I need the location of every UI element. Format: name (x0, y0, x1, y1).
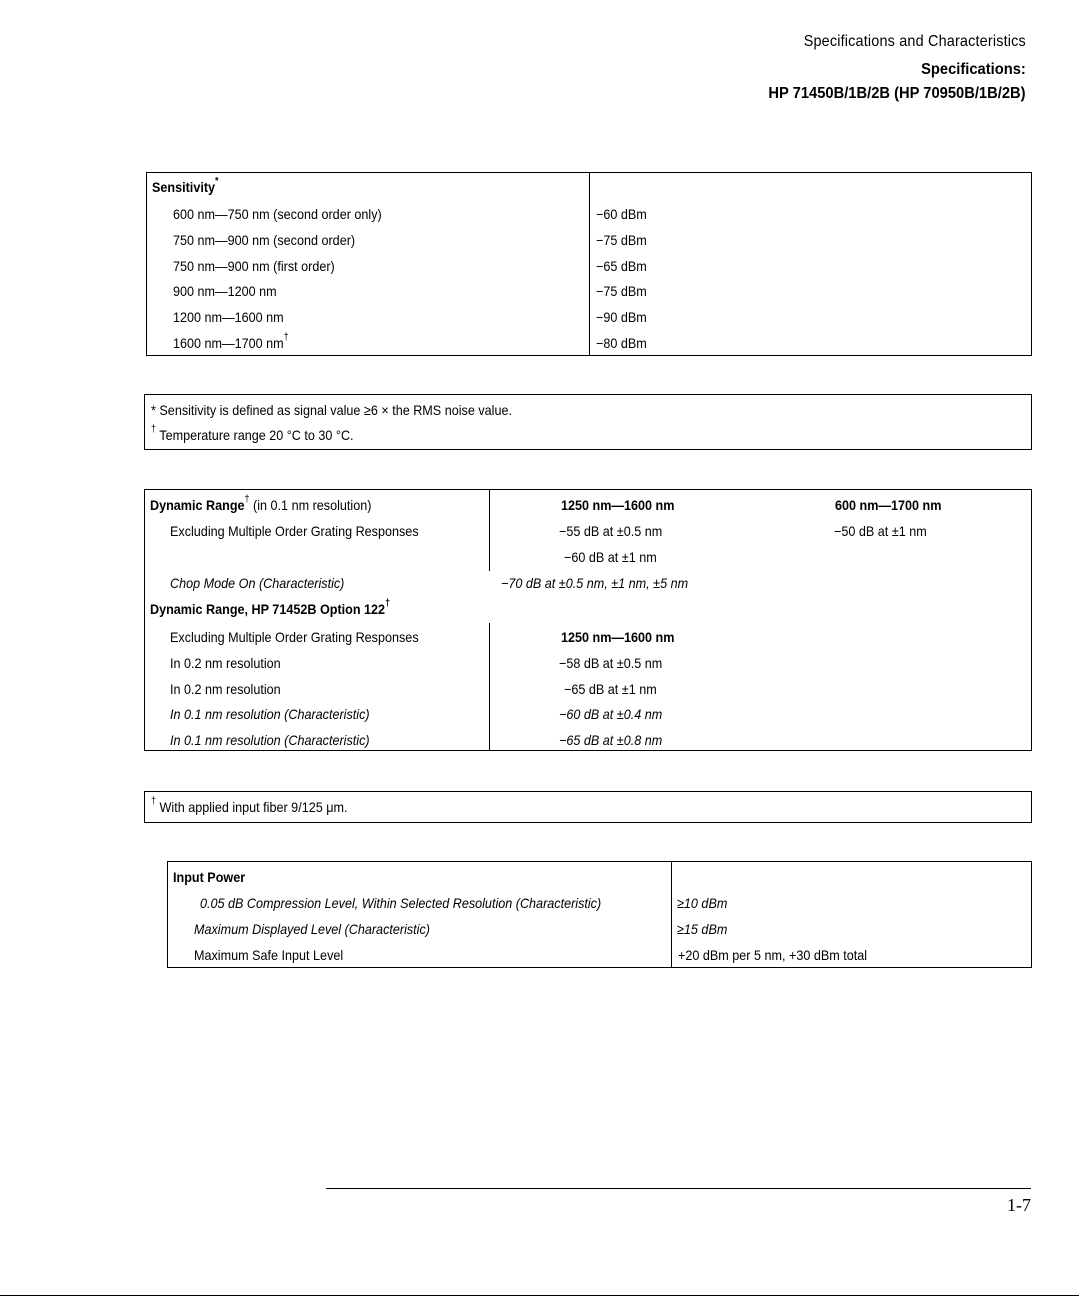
option-row-label: In 0.2 nm resolution (170, 681, 281, 697)
footnote-fiber: † With applied input fiber 9/125 μm. (151, 796, 348, 815)
dynamic-value: −60 dB at ±1 nm (564, 549, 657, 565)
dynamic-range-heading: Dynamic Range† (in 0.1 nm resolution) (150, 494, 372, 513)
option-row-label: In 0.1 nm resolution (Characteristic) (170, 706, 370, 722)
sensitivity-row-value: −75 dBm (596, 232, 647, 248)
sensitivity-row-label: 750 nm—900 nm (first order) (173, 258, 335, 274)
page-title-line1: Specifications: (921, 61, 1026, 78)
dynamic-value: −55 dB at ±0.5 nm (559, 523, 663, 539)
sensitivity-row-value: −75 dBm (596, 283, 647, 299)
sensitivity-row-label: 900 nm—1200 nm (173, 283, 277, 299)
sensitivity-row-label: 750 nm—900 nm (second order) (173, 232, 356, 248)
page-title-line2: HP 71450B/1B/2B (HP 70950B/1B/2B) (768, 85, 1026, 102)
sensitivity-row-label: 600 nm—750 nm (second order only) (173, 206, 382, 222)
option-row-label: In 0.2 nm resolution (170, 655, 281, 671)
page-bottom-edge (0, 1295, 1079, 1296)
option-row-value: −65 dB at ±1 nm (564, 681, 657, 697)
option-excluding-label: Excluding Multiple Order Grating Responses (170, 629, 419, 645)
input-power-row-value: ≥15 dBm (677, 921, 728, 937)
excluding-label: Excluding Multiple Order Grating Responses (170, 523, 419, 539)
chop-mode-value: −70 dB at ±0.5 nm, ±1 nm, ±5 nm (501, 575, 689, 591)
input-power-heading: Input Power (173, 869, 246, 885)
option-122-heading: Dynamic Range, HP 71452B Option 122† (150, 598, 391, 617)
footnote-sensitivity: * Sensitivity is defined as signal value ≥6 × the RMS noise value. (151, 402, 512, 418)
sensitivity-row-value: −65 dBm (596, 258, 647, 274)
column-header-1250-1600: 1250 nm—1600 nm (561, 497, 675, 513)
sensitivity-heading: Sensitivity* (152, 176, 219, 195)
footer-rule (326, 1188, 1031, 1189)
input-power-row-label: Maximum Displayed Level (Characteristic) (194, 921, 430, 937)
sensitivity-row-label: 1600 nm—1700 nm† (173, 332, 289, 351)
column-header-600-1700: 600 nm—1700 nm (835, 497, 942, 513)
option-row-label: In 0.1 nm resolution (Characteristic) (170, 732, 370, 748)
chop-mode-label: Chop Mode On (Characteristic) (170, 575, 345, 591)
sensitivity-row-value: −80 dBm (596, 335, 647, 351)
footnote-temperature: † Temperature range 20 °C to 30 °C. (151, 424, 354, 443)
sensitivity-row-value: −90 dBm (596, 309, 647, 325)
input-power-row-value: +20 dBm per 5 nm, +30 dBm total (678, 947, 868, 963)
section-title: Specifications and Characteristics (803, 33, 1026, 50)
input-power-row-label: 0.05 dB Compression Level, Within Selected Resolution (Characteristic) (200, 895, 602, 911)
sensitivity-row-value: −60 dBm (596, 206, 647, 222)
option-row-value: −65 dB at ±0.8 nm (559, 732, 663, 748)
page-number: 1-7 (1007, 1195, 1031, 1215)
input-power-row-label: Maximum Safe Input Level (194, 947, 344, 963)
option-column-header: 1250 nm—1600 nm (561, 629, 675, 645)
sensitivity-row-label: 1200 nm—1600 nm (173, 309, 284, 325)
dynamic-value: −50 dB at ±1 nm (834, 523, 927, 539)
input-power-row-value: ≥10 dBm (677, 895, 728, 911)
option-row-value: −60 dB at ±0.4 nm (559, 706, 663, 722)
option-row-value: −58 dB at ±0.5 nm (559, 655, 663, 671)
